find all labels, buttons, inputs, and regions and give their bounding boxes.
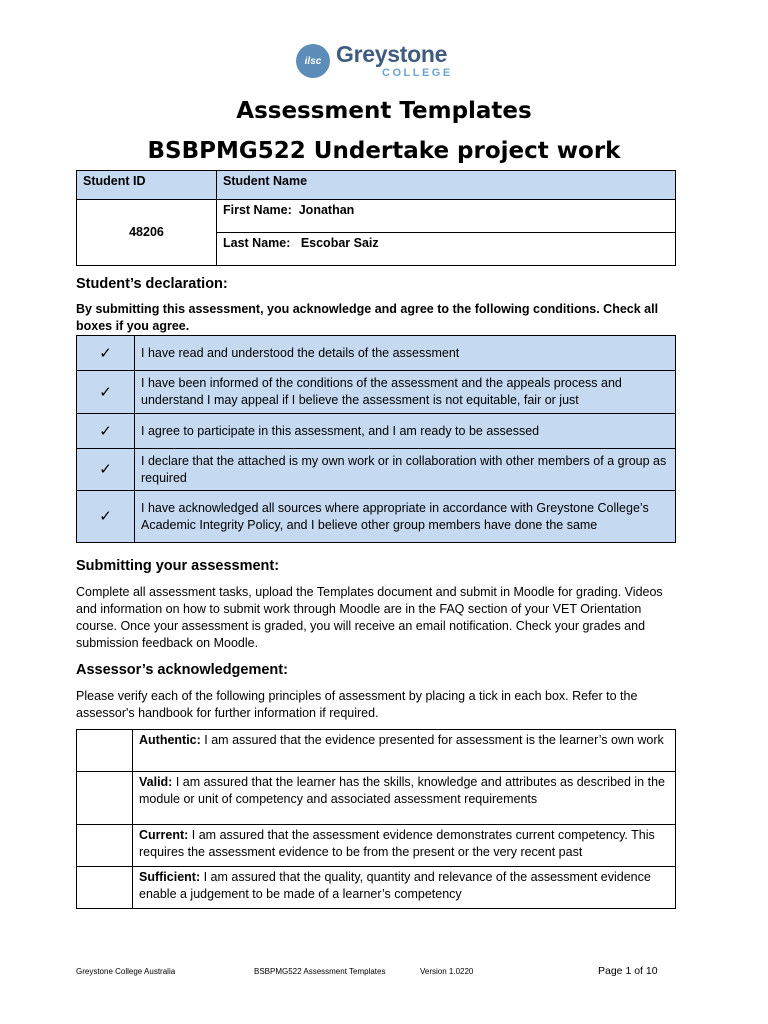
declaration-item: I have been informed of the conditions of the assessment and the appeals process and understand I may appeal if I believe the assessment is not equitable, fair or just — [135, 371, 676, 414]
last-name-cell — [217, 233, 676, 266]
last-name-value: Escobar Saiz — [300, 236, 379, 250]
tick-box[interactable] — [77, 772, 133, 825]
greystone-logo — [296, 43, 466, 83]
tick-icon[interactable]: ✓ — [77, 414, 135, 449]
principle-item — [133, 825, 676, 867]
page-title: Assessment Templates — [236, 98, 532, 124]
footer-version: Version 1.0220 — [420, 967, 474, 976]
footer-org: Greystone College Australia — [76, 967, 176, 976]
last-name-label: Last Name: — [223, 236, 291, 250]
assessor-intro: Please verify each of the following principles of assessment by placing a tick in each box. Refer to the assessor's handbook for further information if required. — [76, 689, 638, 720]
declaration-item: I declare that the attached is my own work or in collaboration with other members of a group as required — [135, 449, 676, 491]
footer-doc: BSBPMG522 Assessment Templates — [254, 967, 386, 976]
declaration-table — [76, 335, 676, 543]
assessor-table — [76, 729, 676, 909]
principle-text: I am assured that the quality, quantity and relevance of the assessment evidence enable a judgement to be made of a learner’s competency — [139, 870, 651, 901]
student-id-header: Student ID — [77, 171, 217, 200]
footer-page: Page 1 of 10 — [598, 965, 658, 977]
logo-name: Greystone — [336, 41, 448, 67]
first-name-value: Jonathan — [298, 203, 355, 217]
tick-box[interactable] — [77, 867, 133, 909]
page-subtitle: BSBPMG522 Undertake project work — [147, 138, 621, 164]
logo-sub: COLLEGE — [382, 67, 453, 79]
declaration-heading: Student’s declaration: — [76, 276, 228, 292]
principle-item — [133, 730, 676, 772]
tick-icon[interactable]: ✓ — [77, 336, 135, 371]
principle-text: I am assured that the learner has the skills, knowledge and attributes as described in the module or unit of competency and associated assessment requirements — [139, 775, 665, 806]
tick-icon[interactable]: ✓ — [77, 491, 135, 543]
principle-term: Sufficient: — [139, 870, 201, 884]
logo-badge: ilsc — [296, 44, 330, 78]
student-name-header: Student Name — [217, 171, 676, 200]
principle-item — [133, 772, 676, 825]
tick-box[interactable] — [77, 730, 133, 772]
student-info-table — [76, 170, 676, 266]
declaration-item: I agree to participate in this assessment, and I am ready to be assessed — [135, 414, 676, 449]
first-name-cell — [217, 200, 676, 233]
principle-text: I am assured that the assessment evidence demonstrates current competency. This requires the assessment evidence to be from the present or the very recent past — [139, 828, 655, 859]
tick-icon[interactable]: ✓ — [77, 371, 135, 414]
principle-text: I am assured that the evidence presented for assessment is the learner’s own work — [200, 733, 664, 747]
principle-term: Current: — [139, 828, 189, 842]
principle-item — [133, 867, 676, 909]
principle-term: Valid: — [139, 775, 173, 789]
assessor-heading: Assessor’s acknowledgement: — [76, 662, 288, 678]
tick-box[interactable] — [77, 825, 133, 867]
declaration-item: I have read and understood the details of the assessment — [135, 336, 676, 371]
first-name-label: First Name: — [223, 203, 292, 217]
principle-term: Authentic: — [139, 733, 201, 747]
declaration-intro: By submitting this assessment, you acknowledge and agree to the following conditions. Check all boxes if you agree. — [76, 302, 659, 333]
tick-icon[interactable]: ✓ — [77, 449, 135, 491]
declaration-item: I have acknowledged all sources where appropriate in accordance with Greystone College’s Academic Integrity Policy, and I believe other group members have done the same — [135, 491, 676, 543]
submitting-text: Complete all assessment tasks, upload the Templates document and submit in Moodle for grading. Videos and information on how to submit work through Moodle are in the FAQ section of your VET Orientation course. Once your assessment is graded, you will receive an email notification. Check your grades and submission feedback on Moodle. — [76, 585, 663, 650]
student-id-value: 48206 — [77, 200, 217, 266]
submitting-heading: Submitting your assessment: — [76, 558, 280, 574]
